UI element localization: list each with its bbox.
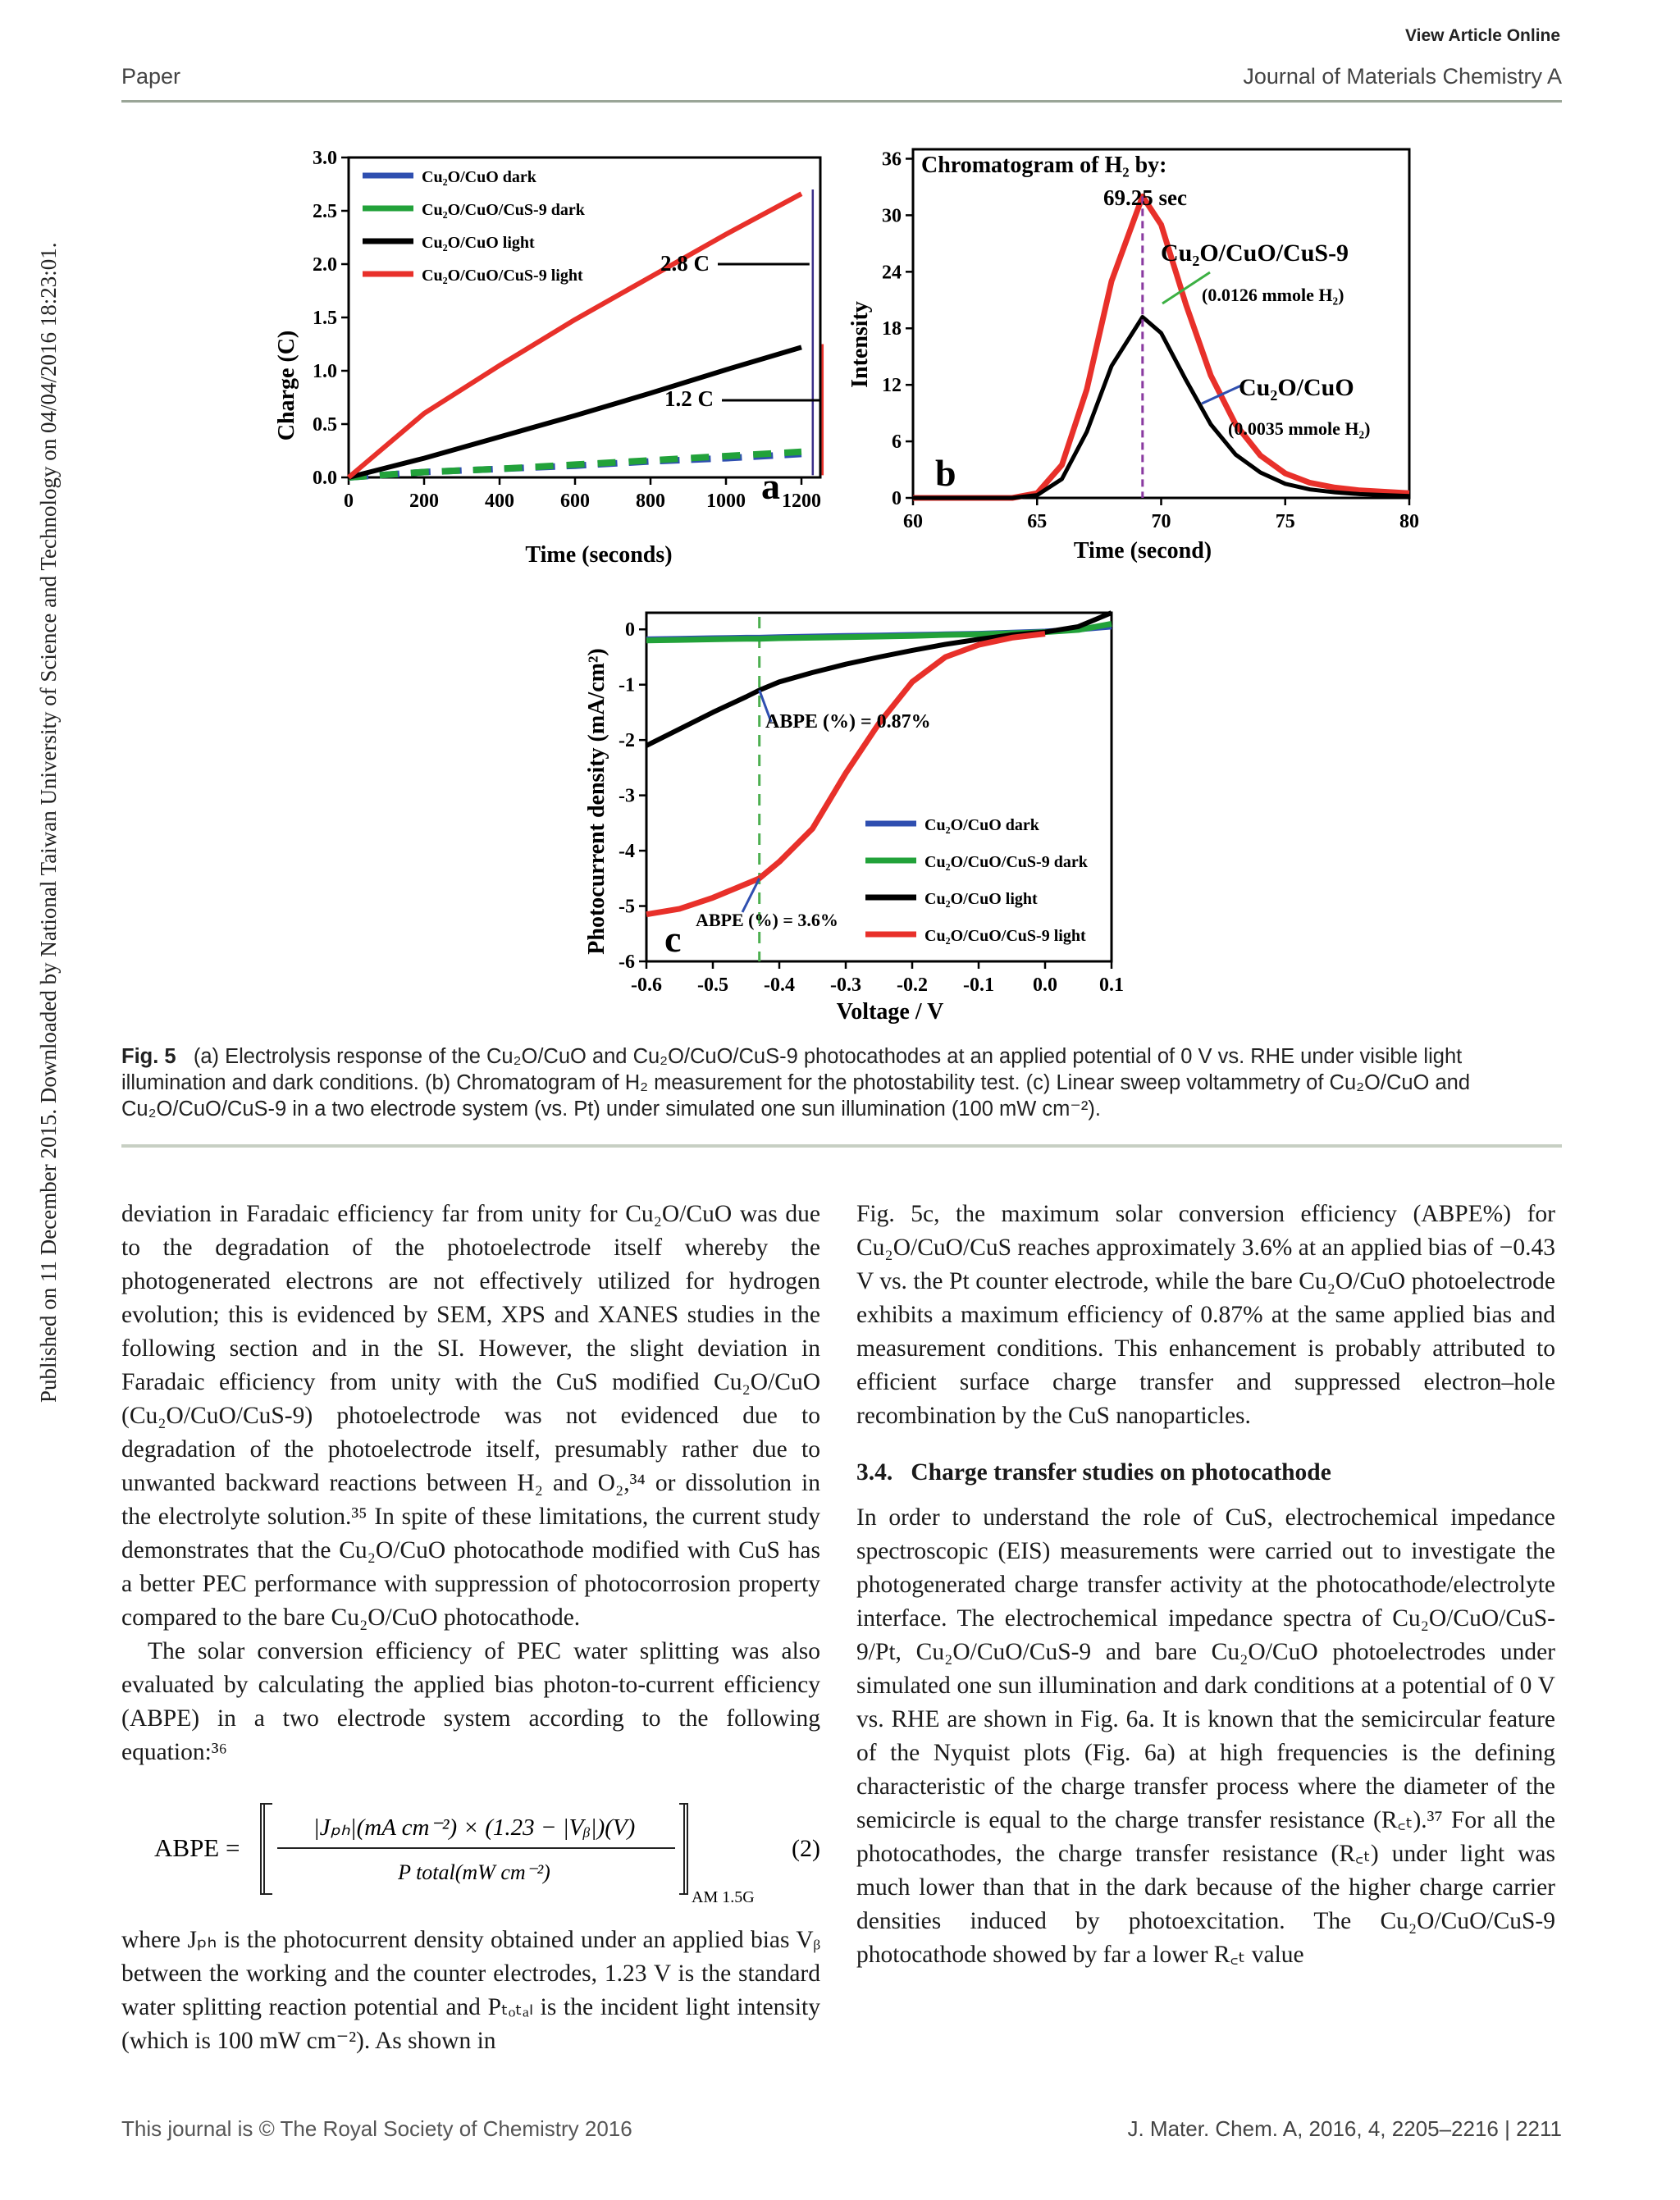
section-title: Charge transfer studies on photocathode — [911, 1459, 1331, 1486]
chart-c-ytick-label: -6 — [619, 952, 635, 973]
chart-b-xtick-label: 70 — [1151, 511, 1171, 532]
chart-a-ylabel: Charge (C) — [274, 330, 299, 441]
left-paragraph-3: where Jₚₕ is the photocurrent density obtained under an applied bias Vᵦ between the working and the counter electrodes, 1.23 V is the standard water splitting reaction potential and Pₜₒₜₐₗ is the incident light intensity (which is 100 mW cm⁻²). As shown in — [121, 1927, 820, 2054]
chart-c-ytick-label: -5 — [619, 896, 635, 918]
chart-b-label-cuo: Cu₂O/CuO — [1239, 374, 1354, 401]
chart-c-xtick-label: -0.1 — [963, 974, 994, 996]
chart-c-series-cu2o-cuo-cus9-light — [646, 634, 1045, 915]
chart-a-xtick-label: 1000 — [706, 491, 746, 512]
chart-b-amount-cus: (0.0126 mmole H₂) — [1202, 285, 1344, 305]
right-column — [856, 1198, 1555, 1972]
chart-c-xtick-label: -0.3 — [830, 974, 861, 996]
chart-a-series — [349, 189, 823, 477]
download-watermark — [10, 213, 61, 1403]
figure-caption-label: Fig. 5 — [121, 1045, 176, 1068]
chart-c-xtick-label: 0.0 — [1033, 974, 1057, 996]
chart-a-xlabel: Time (seconds) — [525, 542, 673, 568]
chart-c-ylabel: Photocurrent density (mA/cm²) — [584, 648, 609, 955]
chart-a-svg — [271, 148, 837, 574]
section-number: 3.4. — [856, 1459, 893, 1486]
left-paragraph-1: deviation in Faradaic efficiency far from unity for Cu₂O/CuO was due to the degradation of the photoelectrode itself whereby the photogenerated electrons are not effectively utilized for hydrogen evolution; this is evidenced by SEM, XPS and XANES studies in the following section and in the SI. However, the slight deviation in Faradaic efficiency from unity with the CuS modified Cu₂O/CuO (Cu₂O/CuO/CuS-9) photoelectrode was not evidenced due to degradation of the photoelectrode itself, presumably rather due to unwanted backward reactions between H₂ and O₂,³⁴ or dissolution in the electrolyte solution.³⁵ In spite of these limitations, the current study demonstrates that the Cu₂O/CuO photocathode modified with CuS has a better PEC performance with suppression of photocorrosion property compared to the bare Cu₂O/CuO photocathode. — [121, 1201, 820, 1631]
chart-c-legend-label: Cu₂O/CuO/CuS-9 light — [924, 927, 1086, 945]
chart-c-xtick-label: 0.1 — [1099, 974, 1124, 996]
figure-caption — [121, 1043, 1562, 1122]
chart-a-legend-label: Cu₂O/CuO light — [422, 234, 535, 252]
chart-a-ytick-label: 3.0 — [313, 148, 337, 169]
chart-a-ytick-label: 2.5 — [313, 201, 337, 222]
chart-a-xtick-label: 200 — [409, 491, 439, 512]
chart-a-xtick-label: 800 — [636, 491, 665, 512]
chart-c-ytick-label: -3 — [619, 785, 635, 807]
chart-a-annotation-2.8: 2.8 C — [660, 251, 710, 276]
figure-panel-c — [574, 600, 1132, 1031]
left-column — [121, 1198, 820, 2058]
chart-b-series-cuo — [913, 317, 1409, 499]
chart-c-xtick-label: -0.4 — [764, 974, 795, 996]
chart-a-xtick-label: 400 — [485, 491, 514, 512]
chart-b-ytick-label: 18 — [882, 318, 902, 340]
left-paragraph-2: The solar conversion efficiency of PEC water splitting was also evaluated by calculating the applied bias photon-to-current efficiency (ABPE) in a two electrode system according to the following equation:³⁶ — [121, 1638, 820, 1765]
footer-copyright: This journal is © The Royal Society of Chemistry 2016 — [121, 2116, 632, 2141]
chart-a-ytick-label: 0.5 — [313, 414, 337, 436]
figure-caption-text: (a) Electrolysis response of the Cu₂O/CuO and Cu₂O/CuO/CuS-9 photocathodes at an applied potential of 0 V vs. RHE under visible light illumination and dark conditions. (b) Chromatogram of H₂ measurement for the photostability test. (c) Linear sweep voltammetry of Cu₂O/CuO and Cu₂O/CuO/CuS-9 in a two electrode system (vs. Pt) under simulated one sun illumination (100 mW cm⁻²). — [121, 1045, 1471, 1121]
equation-lhs: ABPE = — [154, 1833, 240, 1862]
chart-b-ytick-label: 12 — [882, 375, 902, 397]
chart-b-xtick-label: 80 — [1399, 511, 1419, 532]
equation-denominator: P total(mW cm⁻²) — [398, 1860, 550, 1884]
figure-panel-b — [841, 139, 1419, 578]
chart-a-legend — [363, 168, 586, 285]
chart-b-ylabel: Intensity — [847, 301, 873, 388]
chart-c-xtick-label: -0.2 — [897, 974, 928, 996]
chart-a-xtick-label: 0 — [344, 491, 354, 512]
equation-2 — [121, 1789, 820, 1912]
chart-a-series-cu2o-cuo-cus9-light — [349, 194, 801, 477]
chart-a-ytick-label: 1.5 — [313, 308, 337, 329]
caption-divider — [121, 1144, 1562, 1148]
equation-numerator: |Jₚₕ|(mA cm⁻²) × (1.23 − |Vᵦ|)(V) — [313, 1814, 636, 1841]
chart-b-xtick-label: 60 — [903, 511, 923, 532]
chart-b-xtick-label: 75 — [1275, 511, 1295, 532]
chart-c-xtick-label: -0.6 — [631, 974, 662, 996]
chart-c-abpe-cuo: ABPE (%) = 0.87% — [765, 711, 931, 733]
chart-c-xlabel: Voltage / V — [836, 999, 944, 1025]
section-label: Paper — [121, 64, 181, 89]
chart-c-legend-label: Cu₂O/CuO light — [924, 890, 1038, 908]
chart-c-ytick-label: -2 — [619, 730, 635, 752]
chart-b-ytick-label: 30 — [882, 205, 902, 227]
chart-a-legend-label: Cu₂O/CuO/CuS-9 light — [422, 267, 583, 285]
chart-a-legend-label: Cu₂O/CuO dark — [422, 168, 536, 186]
right-paragraph-2: In order to understand the role of CuS, electrochemical impedance spectroscopic (EIS) measurements were carried out to investigate the photogenerated charge transfer activity at the photocathode/electrolyte interface. The electrochemical impedance spectra of Cu₂O/CuO/CuS-9/Pt, Cu₂O/CuO/CuS-9 and bare Cu₂O/CuO photoelectrodes under simulated one sun illumination and dark conditions at a potential of 0 V vs. RHE are shown in Fig. 6a. It is known that the semicircular feature of the Nyquist plots (Fig. 6a) at high frequencies is the defining characteristic of the charge transfer process where the diameter of the semicircle is equal to the charge transfer resistance (R꜀ₜ).³⁷ For all the photocathodes, the charge transfer resistance (R꜀ₜ) under light was much lower than that in the dark because of the higher charge carrier densities induced by photoexcitation. The Cu₂O/CuO/CuS-9 photocathode showed by far a lower R꜀ₜ value — [856, 1504, 1555, 1968]
chart-c-ytick-label: 0 — [625, 619, 635, 641]
chart-a-ytick-label: 0.0 — [313, 468, 337, 489]
chart-b-title: Chromatogram of H₂ by: — [921, 153, 1167, 178]
footer-citation: J. Mater. Chem. A, 2016, 4, 2205–2216 | 2211 — [1127, 2116, 1562, 2141]
chart-c-panel-label: c — [664, 918, 682, 960]
chart-b-peak-time: 69.25 sec — [1103, 185, 1187, 210]
chart-b-ytick-label: 24 — [882, 262, 902, 284]
download-watermark-text: Published on 11 December 2015. Downloaded by National Taiwan University of Science and Technology on 04/04/2016 18:23:01. — [36, 242, 61, 1403]
journal-name: Journal of Materials Chemistry A — [1243, 64, 1562, 89]
equation-svg — [121, 1789, 820, 1912]
chart-a-ytick-label: 2.0 — [313, 254, 337, 276]
chart-a-ytick-label: 1.0 — [313, 361, 337, 382]
chart-c-legend-label: Cu₂O/CuO/CuS-9 dark — [924, 853, 1088, 871]
chart-b-svg — [841, 139, 1419, 574]
chart-a-panel-label: a — [761, 465, 780, 507]
chart-b-panel-label: b — [935, 452, 956, 494]
chart-b-label-cus: Cu₂O/CuO/CuS-9 — [1161, 240, 1349, 267]
chart-b-xlabel: Time (second) — [1073, 538, 1212, 564]
chart-a-annotation-1.2: 1.2 C — [664, 386, 714, 411]
chart-b-ytick-label: 6 — [892, 431, 902, 454]
figure-panel-a — [271, 148, 837, 578]
chart-a-series-cu2o-cuo-cus9-dark — [349, 452, 801, 477]
equation-number: (2) — [792, 1835, 820, 1862]
chart-c-ytick-label: -1 — [619, 674, 635, 696]
chart-a-xtick-label: 600 — [560, 491, 590, 512]
chart-c-abpe-cus: ABPE (%) = 3.6% — [696, 910, 838, 930]
right-paragraph-1: Fig. 5c, the maximum solar conversion efficiency (ABPE%) for Cu₂O/CuO/CuS reaches approximately 3.6% at an applied bias of −0.43 V vs. the Pt counter electrode, while the bare Cu₂O/CuO photoelectrode exhibits a maximum efficiency of 0.87% at the same applied bias and measurement conditions. This enhancement is probably attributed to efficient surface charge transfer and suppressed electron–hole recombination by the CuS nanoparticles. — [856, 1201, 1555, 1429]
chart-a-xtick-label: 1200 — [782, 491, 821, 512]
chart-a-legend-label: Cu₂O/CuO/CuS-9 dark — [422, 201, 585, 219]
view-article-online-link[interactable]: View Article Online — [1405, 26, 1561, 45]
chart-c-svg — [574, 600, 1132, 1027]
chart-c-legend — [865, 816, 1089, 945]
header-divider — [121, 100, 1562, 103]
section-heading — [856, 1456, 1555, 1490]
chart-c-legend-label: Cu₂O/CuO dark — [924, 816, 1039, 834]
chart-b-ytick-label: 36 — [882, 148, 902, 171]
equation-subscript: AM 1.5G — [692, 1888, 755, 1906]
chart-b-amount-cuo: (0.0035 mmole H₂) — [1228, 418, 1371, 439]
chart-c-ytick-label: -4 — [619, 841, 635, 863]
chart-c-xtick-label: -0.5 — [697, 974, 728, 996]
chart-b-ytick-label: 0 — [892, 488, 902, 509]
chart-b-xtick-label: 65 — [1027, 511, 1048, 532]
